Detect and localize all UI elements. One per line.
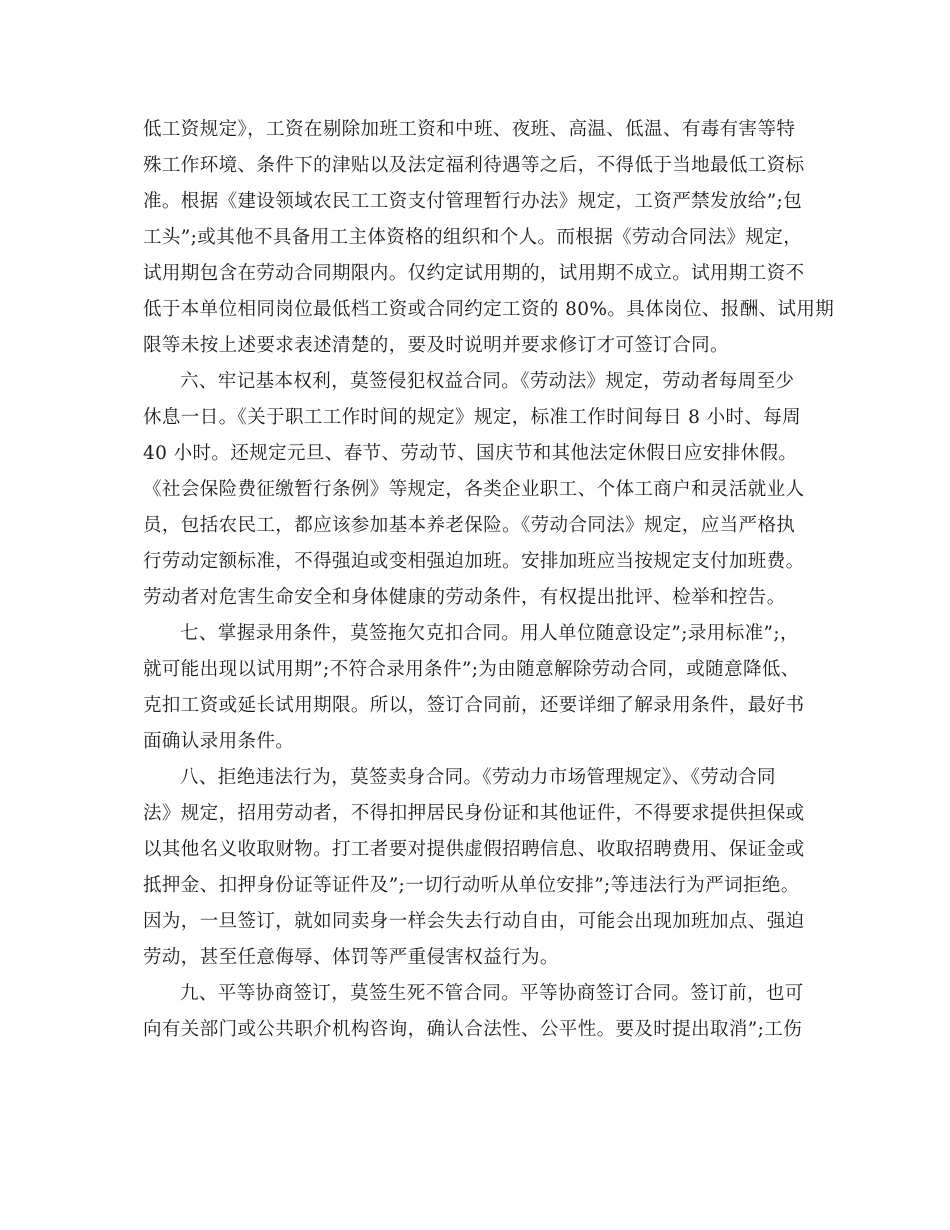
text-line: 准。根据《建设领域农民工工资支付管理暂行办法》规定，工资严禁发放给”;包 — [143, 191, 803, 212]
text-line: 员，包括农民工，都应该参加基本养老保险。《劳动合同法》规定，应当严格执 — [143, 515, 796, 536]
text-line: 克扣工资或延长试用期限。所以，签订合同前，还要详细了解录用条件，最好书 — [143, 695, 805, 716]
text-line: 劳动者对危害生命安全和身体健康的劳动条件，有权提出批评、检举和控告。 — [143, 587, 786, 608]
text-line: 行劳动定额标准，不得强迫或变相强迫加班。安排加班应当按规定支付加班费。 — [143, 551, 805, 572]
text-line: 40 小时。还规定元旦、春节、劳动节、国庆节和其他法定休假日应安排休假。 — [143, 443, 798, 464]
paragraph-heading-6: 六、牢记基本权利，莫签侵犯权益合同。《劳动法》规定，劳动者每周至少 — [180, 371, 795, 392]
text-line: 工头”;或其他不具备用工主体资格的组织和个人。而根据《劳动合同法》规定， — [143, 227, 803, 248]
text-line: 就可能出现以试用期”;不符合录用条件”;为由随意解除劳动合同，或随意降低、 — [143, 659, 800, 680]
text-line: 以其他名义收取财物。打工者要对提供虚假招聘信息、收取招聘费用、保证金或 — [143, 839, 805, 860]
text-line: 向有关部门或公共职介机构咨询，确认合法性、公平性。要及时提出取消”;工伤 — [143, 1019, 803, 1040]
text-line: 面确认录用条件。 — [143, 731, 295, 752]
text-line: 殊工作环境、条件下的津贴以及法定福利待遇等之后，不得低于当地最低工资标 — [143, 155, 805, 176]
text-line: 试用期包含在劳动合同期限内。仅约定试用期的，试用期不成立。试用期工资不 — [143, 263, 805, 284]
paragraph-heading-9: 九、平等协商签订，莫签生死不管合同。平等协商签订合同。签订前，也可 — [180, 983, 804, 1004]
paragraph-heading-7: 七、掌握录用条件，莫签拖欠克扣合同。用人单位随意设定”;录用标准”;， — [180, 623, 799, 644]
text-line: 法》规定，招用劳动者，不得扣押居民身份证和其他证件，不得要求提供担保或 — [143, 803, 805, 824]
text-line: 低工资规定》，工资在剔除加班工资和中班、夜班、高温、低温、有毒有害等特 — [143, 119, 796, 140]
text-line: 低于本单位相同岗位最低档工资或合同约定工资的 80%。具体岗位、报酬、试用期 — [143, 299, 835, 320]
text-line: 休息一日。《关于职工工作时间的规定》规定，标准工作时间每日 8 小时、每周 — [143, 407, 802, 428]
text-line: 抵押金、扣押身份证等证件及”;一切行动听从单位安排”;等违法行为严词拒绝。 — [143, 875, 800, 896]
text-line: 因为，一旦签订，就如同卖身一样会失去行动自由，可能会出现加班加点、强迫 — [143, 911, 805, 932]
text-line: 限等未按上述要求表述清楚的，要及时说明并要求修订才可签订合同。 — [143, 335, 729, 356]
paragraph-heading-8: 八、拒绝违法行为，莫签卖身合同。《劳动力市场管理规定》、《劳动合同 — [180, 767, 776, 788]
text-line: 劳动，甚至任意侮辱、体罚等严重侵害权益行为。 — [143, 947, 559, 968]
text-line: 《社会保险费征缴暂行条例》等规定，各类企业职工、个体工商户和灵活就业人 — [143, 479, 805, 500]
